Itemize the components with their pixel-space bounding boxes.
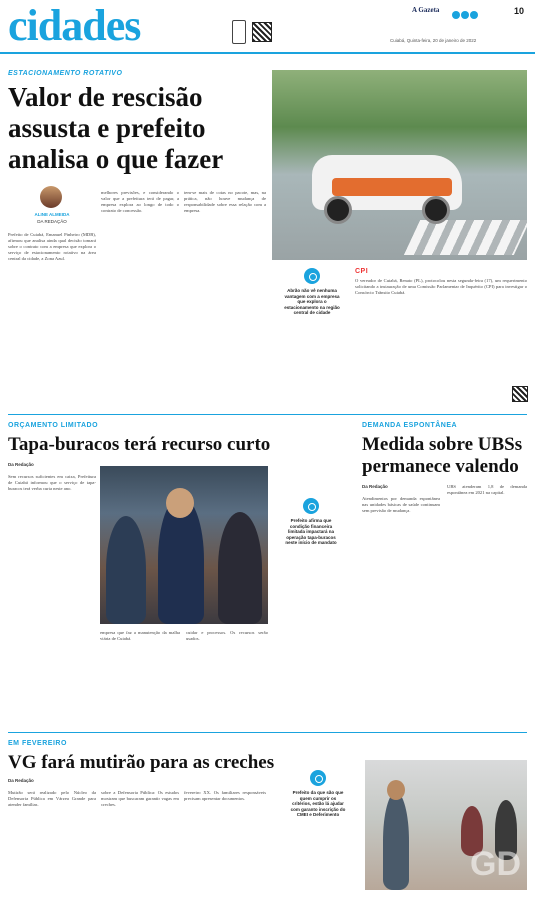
wheel: [324, 196, 352, 224]
story4-byline: Da Redação: [8, 778, 34, 783]
story3-kicker: DEMANDA ESPONTÂNEA: [362, 422, 458, 429]
car-stripe: [332, 178, 452, 196]
story2-caption: [282, 498, 340, 546]
person: [218, 512, 262, 624]
masthead: cidades: [8, 1, 141, 50]
story1-headline: Valor de rescisão assusta e prefeito analisa o que fazer: [8, 82, 224, 174]
story3-col2: UBS atenderam 1,8 de demanda espontânea em 2021 na capital.: [447, 484, 527, 495]
social-icon: [452, 11, 460, 19]
social-icon: [470, 11, 478, 19]
story1-kicker: ESTACIONAMENTO ROTATIVO: [8, 70, 123, 77]
story4-kicker: EM FEVEREIRO: [8, 740, 67, 747]
story4-caption-text: Prefeito da que são que quem cumprir os critérios, estão lá ajudar com garanto inscrição do CMEI e Deferimento: [290, 790, 346, 818]
story1-author-name: ALINE ALMEIDA: [34, 212, 70, 217]
story1-caption: [282, 268, 342, 316]
story3-byline: Da Redação: [362, 484, 388, 489]
header-rule: [0, 52, 535, 54]
dateline: Cuiabá, Quinta-feira, 20 de janeiro de 2022: [390, 38, 477, 43]
story4-col3: fevereiro XX. Os familiares responsáveis precisam apresentar documentos.: [184, 790, 266, 801]
divider: [8, 732, 527, 733]
story1-caption-text: Abrão não vê nenhuma vantagem com a empresa que explora o estacionamento na região central de cidade: [284, 288, 340, 316]
camera-icon: [310, 770, 326, 786]
divider: [8, 414, 527, 415]
story4-headline: VG fará mutirão para as creches: [8, 752, 275, 773]
story4-photo: [365, 760, 527, 890]
story1-sidebar-text: O vereador de Cuiabá, Renato (PL), protocolou nesta segunda-feira (17), um requerimento solicitando a instauração de uma Comissão Parlamentar de Inquérito (CPI) para investigar o Consórcio Trânsito Cuiabá.: [355, 278, 527, 295]
author-avatar: [40, 186, 62, 208]
qr-code-icon: [252, 22, 272, 42]
story4-col2: sobre a Defensoria Pública: Os estudos mostram que buscaram garantir vagas em creches.: [101, 790, 179, 807]
story2-col3: cuidar e processos. Os recursos serão usados.: [186, 630, 268, 641]
person: [106, 516, 146, 624]
story1-sidebar-label: CPI: [355, 268, 369, 275]
story2-headline: Tapa-buracos terá recurso curto: [8, 434, 271, 455]
story2-col2: empresa que faz a manutenção da malha viária de Cuiabá.: [100, 630, 180, 641]
camera-icon: [304, 268, 320, 284]
story1-col2: melhores previsões, e considerando o valor que a prefeitura terá de pagar, a empresa explora ao longo de todo o contrato de concessão.: [101, 190, 179, 213]
story2-caption-text: Prefeito afirma que condição financeira limitada impactará na operação tapa-buracos neste início de mandato: [285, 518, 337, 546]
story1-col3: tem-se mais de cotas no pacote, mas, na prática, não houve mudança de responsabilidade sobre essa relação com a empresa.: [184, 190, 266, 213]
story4-caption: [290, 770, 346, 818]
story1-photo: [272, 70, 527, 260]
page-number: 10: [514, 6, 525, 16]
phone-icon: [232, 20, 246, 44]
story2-kicker: ORÇAMENTO LIMITADO: [8, 422, 99, 429]
story1-author-role: DA REDAÇÃO: [37, 219, 67, 224]
qr-code-icon: [512, 386, 528, 402]
person-head: [166, 488, 194, 518]
wheel: [422, 196, 450, 224]
story2-photo: [100, 466, 268, 624]
story3-col1: Atendimentos por demanda espontânea nas unidades básicas de saúde continuam sem previsão de mudança.: [362, 496, 440, 513]
person: [383, 792, 409, 890]
story3-headline: Medida sobre UBSs permanece valendo: [362, 434, 523, 477]
story4-col1: Mutirão será realizado pelo Núcleo da Defensoria Pública em Várzea Grande para atender famílias.: [8, 790, 96, 807]
camera-icon: [303, 498, 319, 514]
crosswalk: [404, 220, 527, 255]
watermark-logo: GD: [470, 845, 521, 883]
person-head: [387, 780, 405, 800]
story2-byline: Da Redação: [8, 462, 34, 467]
story1-col1: Prefeito de Cuiabá, Emanuel Pinheiro (MDB), afirmou que analisa ainda qual decisão tomará sobre o contrato com a empresa que explora o serviço de estacionamento rotativo na área central da cidade, a Zona Azul.: [8, 232, 96, 261]
story2-col1: Sem recursos suficientes em caixa, Prefeitura de Cuiabá informou que o serviço de tapa-buracos terá verba curta neste ano.: [8, 474, 96, 491]
social-icons: [452, 6, 482, 15]
newspaper-logo: A Gazeta: [412, 6, 440, 14]
social-icon: [461, 11, 469, 19]
